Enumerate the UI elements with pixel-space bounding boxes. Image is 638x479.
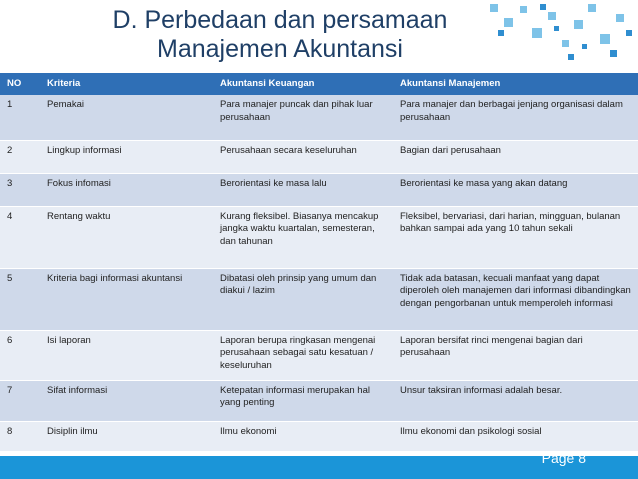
cell-keuangan: Perusahaan secara keseluruhan [213,140,393,173]
cell-keuangan: Dibatasi oleh prinsip yang umum dan diakui / lazim [213,268,393,330]
header-akuntansi-manajemen: Akuntansi Manajemen [393,73,638,95]
table-row [0,330,638,380]
slide-title-line-1: D. Perbedaan dan persamaan [112,6,448,34]
cell-no: 1 [0,95,40,140]
cell-kriteria: Kriteria bagi informasi akuntansi [40,268,213,330]
table-row [0,268,638,330]
comparison-table [0,73,638,452]
cell-keuangan: Ketepatan informasi merupakan hal yang penting [213,380,393,421]
cell-manajemen: Para manajer dan berbagai jenjang organisasi dalam perusahaan [393,95,638,140]
cell-no: 3 [0,173,40,206]
table-row [0,421,638,451]
table-row [0,95,638,140]
cell-kriteria: Pemakai [40,95,213,140]
cell-manajemen: Tidak ada batasan, kecuali manfaat yang dapat diperoleh oleh manajemen dari informasi dibandingkan dengan pengorbanan untuk memperoleh informasi [393,268,638,330]
cell-manajemen: Unsur taksiran informasi adalah besar. [393,380,638,421]
cell-keuangan: Kurang fleksibel. Biasanya mencakup jangka waktu kuartalan, semesteran, dan tahunan [213,206,393,268]
cell-manajemen: Laporan bersifat rinci mengenai bagian dari perusahaan [393,330,638,380]
cell-kriteria: Disiplin ilmu [40,421,213,451]
cell-keuangan: Berorientasi ke masa lalu [213,173,393,206]
cell-no: 8 [0,421,40,451]
cell-no: 4 [0,206,40,268]
decorative-squares-icon [470,0,638,75]
header-akuntansi-keuangan: Akuntansi Keuangan [213,73,393,95]
cell-kriteria: Rentang waktu [40,206,213,268]
cell-manajemen: Ilmu ekonomi dan psikologi sosial [393,421,638,451]
cell-no: 6 [0,330,40,380]
table-row [0,173,638,206]
cell-kriteria: Isi laporan [40,330,213,380]
header-kriteria: Kriteria [40,73,213,95]
cell-keuangan: Ilmu ekonomi [213,421,393,451]
cell-no: 7 [0,380,40,421]
table-row [0,140,638,173]
cell-no: 5 [0,268,40,330]
table-header-row [0,73,638,95]
slide-title-line-2: Manajemen Akuntansi [157,35,403,63]
page-number: Page 8 [541,450,586,466]
cell-keuangan: Laporan berupa ringkasan mengenai perusahaan sebagai satu kesatuan / keseluruhan [213,330,393,380]
cell-manajemen: Bagian dari perusahaan [393,140,638,173]
table-row [0,206,638,268]
table-row [0,380,638,421]
cell-manajemen: Berorientasi ke masa yang akan datang [393,173,638,206]
cell-kriteria: Sifat informasi [40,380,213,421]
cell-kriteria: Lingkup informasi [40,140,213,173]
cell-no: 2 [0,140,40,173]
cell-keuangan: Para manajer puncak dan pihak luar perusahaan [213,95,393,140]
cell-kriteria: Fokus infomasi [40,173,213,206]
header-no: NO [0,73,40,95]
cell-manajemen: Fleksibel, bervariasi, dari harian, mingguan, bulanan bahkan sampai ada yang 10 tahun sekali [393,206,638,268]
